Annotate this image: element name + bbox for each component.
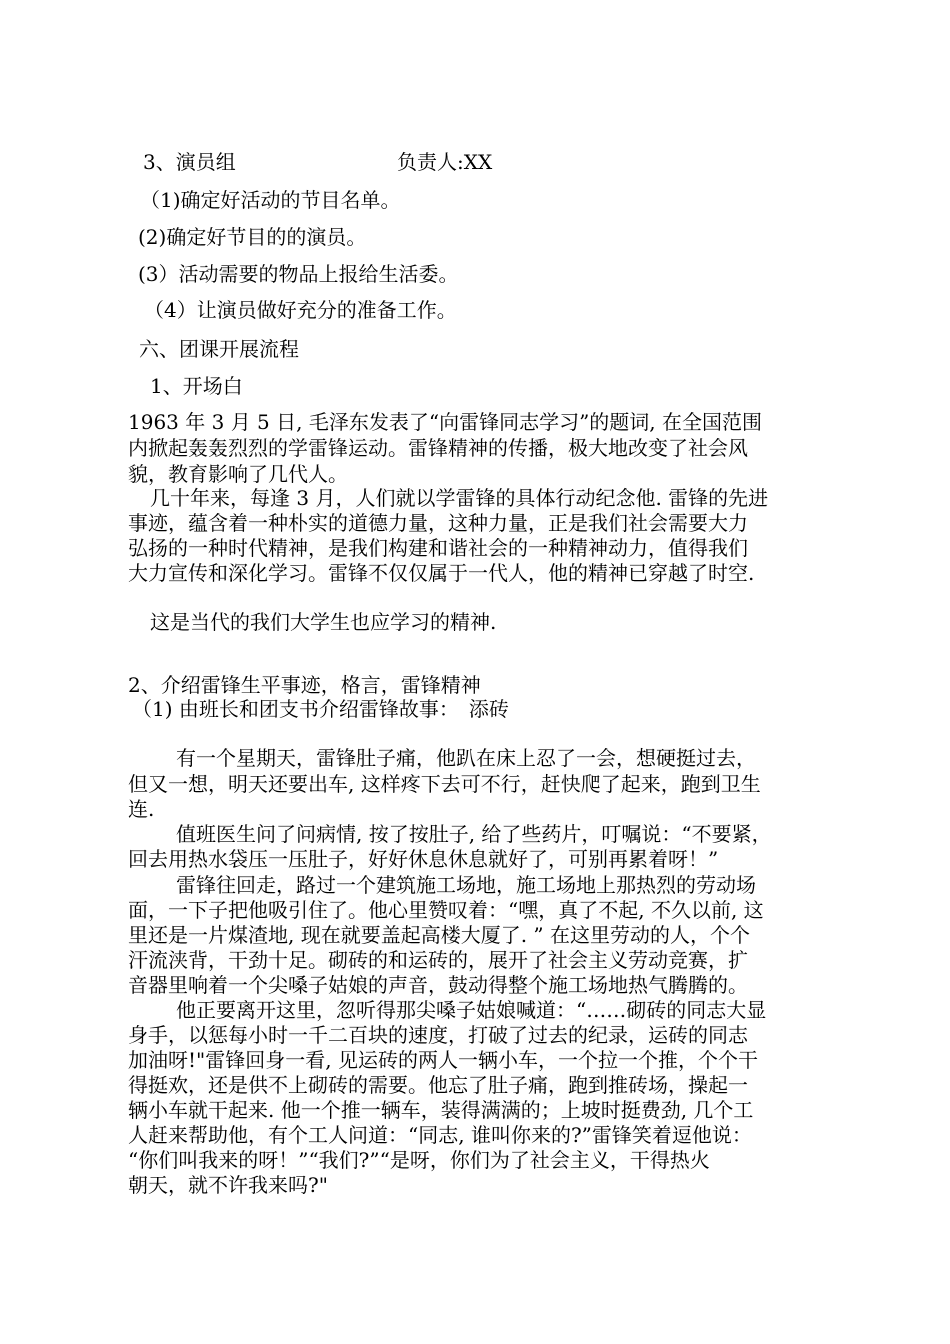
- actors-group-heading: 3、演员组: [143, 150, 236, 174]
- story-line: 辆小车就干起来. 他一个推一辆车，装得满满的；上坡时挺费劲, 几个工: [128, 1098, 754, 1122]
- paragraph-line: 这是当代的我们大学生也应学习的精神.: [150, 610, 497, 634]
- paragraph-line: 1963 年 3 月 5 日, 毛泽东发表了“向雷锋同志学习”的题词, 在全国范围: [128, 410, 763, 434]
- story-line: 加油呀!"雷锋回身一看, 见运砖的两人一辆小车，一个拉一个推，个个干: [128, 1048, 758, 1072]
- story-line: 汗流浃背，干劲十足。砌砖的和运砖的，展开了社会主义劳动竞赛，扩: [128, 948, 748, 972]
- story-line: 面，一下子把他吸引住了。他心里赞叹着：“嘿，真了不起, 不久以前, 这: [128, 898, 764, 922]
- section-heading: 2、介绍雷锋生平事迹，格言，雷锋精神: [128, 673, 481, 697]
- paragraph-line: 事迹，蕴含着一种朴实的道德力量，这种力量，正是我们社会需要大力: [128, 511, 748, 535]
- paragraph-line: 几十年来，每逢 3 月，人们就以学雷锋的具体行动纪念他. 雷锋的先进: [150, 486, 769, 510]
- subsection-heading: 1、开场白: [150, 374, 243, 398]
- list-item: (2)确定好节目的的演员。: [138, 225, 367, 249]
- story-line: 值班医生问了问病情, 按了按肚子, 给了些药片，叮嘱说：“不要紧，: [176, 822, 772, 846]
- story-line: 但又一想，明天还要出车, 这样疼下去可不行，赶快爬了起来，跑到卫生: [128, 772, 761, 796]
- story-line: 得挺欢，还是供不上砌砖的需要。他忘了肚子痛，跑到推砖场，操起一: [128, 1073, 748, 1097]
- story-line: 身手，以惩每小时一千二百块的速度，打破了过去的纪录，运砖的同志: [128, 1023, 748, 1047]
- story-line: 人赶来帮助他，有个工人问道：“同志, 谁叫你来的?”雷锋笑着逗他说：: [128, 1123, 752, 1147]
- paragraph-line: 内掀起轰轰烈烈的学雷锋运动。雷锋精神的传播，极大地改变了社会风: [128, 436, 748, 460]
- story-line: 雷锋往回走，路过一个建筑施工场地，施工场地上那热烈的劳动场: [176, 873, 756, 897]
- story-line: 有一个星期天，雷锋肚子痛，他趴在床上忍了一会，想硬挺过去，: [176, 746, 756, 770]
- paragraph-line: 貌，教育影响了几代人。: [128, 462, 348, 486]
- list-item: （1)确定好活动的节目名单。: [140, 188, 401, 212]
- story-intro: （1) 由班长和团支书介绍雷锋故事： 添砖: [132, 697, 509, 721]
- section-heading: 六、团课开展流程: [139, 337, 299, 361]
- list-item: (3）活动需要的物品上报给生活委。: [138, 262, 459, 286]
- story-line: 音器里响着一个尖嗓子姑娘的声音，鼓动得整个施工场地热气腾腾的。: [128, 973, 748, 997]
- owner-label: 负责人:XX: [397, 150, 493, 174]
- story-line: 他正要离开这里，忽听得那尖嗓子姑娘喊道：“……砌砖的同志大显: [176, 998, 767, 1022]
- paragraph-line: 弘扬的一种时代精神，是我们构建和谐社会的一种精神动力，值得我们: [128, 536, 748, 560]
- paragraph-line: 大力宣传和深化学习。雷锋不仅仅属于一代人，他的精神已穿越了时空.: [128, 561, 755, 585]
- story-line: 朝天，就不许我来吗?": [128, 1173, 328, 1197]
- story-line: 里还是一片煤渣地, 现在就要盖起高楼大厦了. ” 在这里劳动的人，个个: [128, 923, 751, 947]
- story-line: “你们叫我来的呀！”“我们?”“是呀，你们为了社会主义，干得热火: [128, 1148, 710, 1172]
- story-line: 连.: [128, 797, 155, 821]
- list-item: （4）让演员做好充分的准备工作。: [144, 298, 457, 322]
- story-line: 回去用热水袋压一压肚子，好好休息休息就好了，可别再累着呀！”: [128, 847, 719, 871]
